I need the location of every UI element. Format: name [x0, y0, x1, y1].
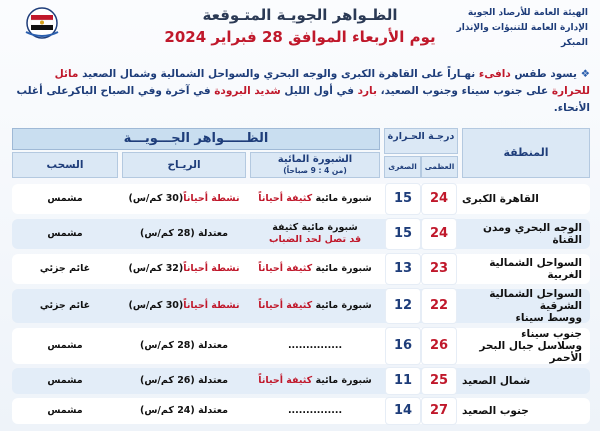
summary-highlight: دافىء [478, 68, 511, 80]
fog-intensity: كثيفة أحياناً [258, 375, 313, 386]
cloud-column-header: السحب [12, 152, 118, 178]
max-temp-cell: 26 [422, 328, 456, 364]
region-name: السواحل الشمالية الغربية [489, 257, 582, 281]
region-cell [462, 289, 590, 323]
max-temp-cell: 27 [422, 398, 456, 424]
fog-text [288, 405, 342, 417]
fog-text [258, 263, 371, 275]
wind-speed: معتدلة (26 كم/س) [139, 375, 229, 386]
region-name: الوجه البحري ومدن القناة [483, 222, 582, 246]
wind-speed: معتدلة (28 كم/س) [139, 228, 229, 239]
wind-cell [122, 398, 246, 424]
max-temp-header: العظمى [421, 156, 458, 178]
cloud-cell: مشمس [47, 340, 83, 351]
min-temp-cell: 14 [386, 398, 420, 424]
wind-cell [122, 289, 246, 323]
fog-intensity: كثيفة أحياناً [258, 300, 313, 311]
fog-text [258, 193, 371, 205]
wind-cell [122, 184, 246, 214]
temperature-column-header: درجـة الحـرارة [384, 128, 458, 154]
summary-text: في أول الليل [280, 85, 358, 97]
fog-column-header [250, 152, 380, 178]
region-column-header: المنطقة [462, 128, 590, 178]
header [0, 0, 600, 62]
fog-label: شبورة مائية [312, 263, 372, 274]
phenomena-group-header: الظـــــواهر الجـــويـــة [12, 128, 380, 150]
fog-cell [250, 254, 380, 284]
agency-line-1: الهيئة العامة للأرصاد الجوية [467, 8, 588, 18]
fog-intensity: كثيفة أحياناً [258, 193, 313, 204]
fog-label: شبورة مائية [312, 375, 372, 386]
fog-label: ............... [287, 340, 343, 351]
summary-highlight: مائل للحرارة [54, 68, 590, 97]
region-cell [462, 368, 590, 394]
wind-speed: معتدلة (28 كم/س) [139, 340, 229, 351]
fog-cell [250, 184, 380, 214]
ema-logo-icon [22, 6, 62, 40]
fog-note: قد تصل لحد الضباب [268, 234, 362, 245]
region-cell [462, 254, 590, 284]
fog-cell [250, 368, 380, 394]
region-name: القاهرة الكبرى [462, 193, 539, 205]
region-name: السواحل الشمالية الشرقية ووسط سيناء [489, 288, 582, 324]
wind-cell [122, 368, 246, 394]
summary-highlight: بارد [357, 85, 377, 97]
page-title: الظـواهر الجويـة المتـوقعة [202, 6, 398, 24]
table-row [12, 219, 590, 249]
summary-text: على جنوب سيناء وجنوب الصعيد، [376, 85, 552, 97]
region-cell [462, 184, 590, 214]
region-name: جنوب سيناء وسلاسل جبال البحر الأحمر [479, 328, 582, 364]
wind-intensity: نشطة أحياناً [183, 263, 240, 274]
agency-name [438, 6, 588, 51]
wind-speed: معتدلة (24 كم/س) [139, 405, 229, 416]
table-row [12, 328, 590, 364]
cloud-cell: مشمس [47, 228, 83, 239]
fog-text [258, 375, 371, 387]
wind-cell [122, 219, 246, 249]
fog-text [269, 222, 361, 246]
cloud-cell: مشمس [47, 405, 83, 416]
wind-column-header: الريـاح [122, 152, 246, 178]
cloud-cell: غائم جزئي [39, 263, 91, 274]
cloud-cell: مشمس [47, 375, 83, 386]
min-temp-header: الصغرى [384, 156, 421, 178]
region-cell [462, 398, 590, 424]
fog-cell [250, 219, 380, 249]
headline [150, 6, 450, 46]
region-cell [462, 328, 590, 364]
diamond-bullet-icon: ❖ [576, 68, 590, 80]
region-name: جنوب الصعيد [462, 405, 529, 417]
table-row [12, 368, 590, 394]
region-name: شمال الصعيد [462, 375, 531, 387]
max-temp-cell: 24 [422, 219, 456, 249]
date-line: يوم الأربعاء الموافق 28 فبراير 2024 [164, 28, 436, 46]
summary-paragraph [14, 66, 590, 117]
fog-header-label: الشبورة المائية [277, 154, 353, 165]
min-temp-cell: 13 [386, 254, 420, 284]
fog-label: ............... [287, 405, 343, 416]
table-row [12, 289, 590, 323]
min-temp-cell: 15 [386, 184, 420, 214]
min-temp-cell: 11 [386, 368, 420, 394]
wind-speed: (30 كم/س) [128, 300, 184, 311]
min-temp-cell: 12 [386, 289, 420, 323]
wind-intensity: نشطة أحياناً [183, 193, 240, 204]
fog-label: شبورة مائية [312, 300, 372, 311]
wind-cell [122, 254, 246, 284]
fog-cell [250, 328, 380, 364]
table-row [12, 254, 590, 284]
forecast-table [12, 128, 590, 431]
table-row [12, 184, 590, 214]
fog-label: شبورة مائية [312, 193, 372, 204]
fog-cell [250, 289, 380, 323]
fog-text [258, 300, 371, 312]
table-row [12, 398, 590, 424]
min-temp-cell: 15 [386, 219, 420, 249]
cloud-cell: غائم جزئي [39, 300, 91, 311]
summary-text: نهـاراً على القاهرة الكبرى والوجه البحري والسواحل الشمالية وشمال الصعيد [78, 68, 479, 80]
summary-highlight: شديد البرودة [214, 85, 281, 97]
max-temp-cell: 23 [422, 254, 456, 284]
agency-line-2: الإدارة العامة للتنبؤات والإنذار المبكر [456, 23, 588, 48]
region-cell [462, 219, 590, 249]
cloud-cell: مشمس [47, 193, 83, 204]
max-temp-cell: 24 [422, 184, 456, 214]
fog-header-sub: (من 4 : 9 صباحاً) [283, 166, 347, 175]
wind-intensity: نشطة أحياناً [183, 300, 240, 311]
summary-text: يسود طقس [510, 68, 577, 80]
fog-text [288, 340, 342, 352]
wind-speed: (30 كم/س) [128, 193, 184, 204]
fog-intensity: كثيفة أحياناً [258, 263, 313, 274]
summary-text: في آخرة وفي الصباح الباكرعلى أغلب الأنحاء. [16, 85, 590, 114]
fog-label: شبورة مائية كثيفة [272, 222, 358, 233]
max-temp-cell: 22 [422, 289, 456, 323]
fog-cell [250, 398, 380, 424]
wind-cell [122, 328, 246, 364]
min-temp-cell: 16 [386, 328, 420, 364]
wind-speed: (32 كم/س) [128, 263, 184, 274]
max-temp-cell: 25 [422, 368, 456, 394]
